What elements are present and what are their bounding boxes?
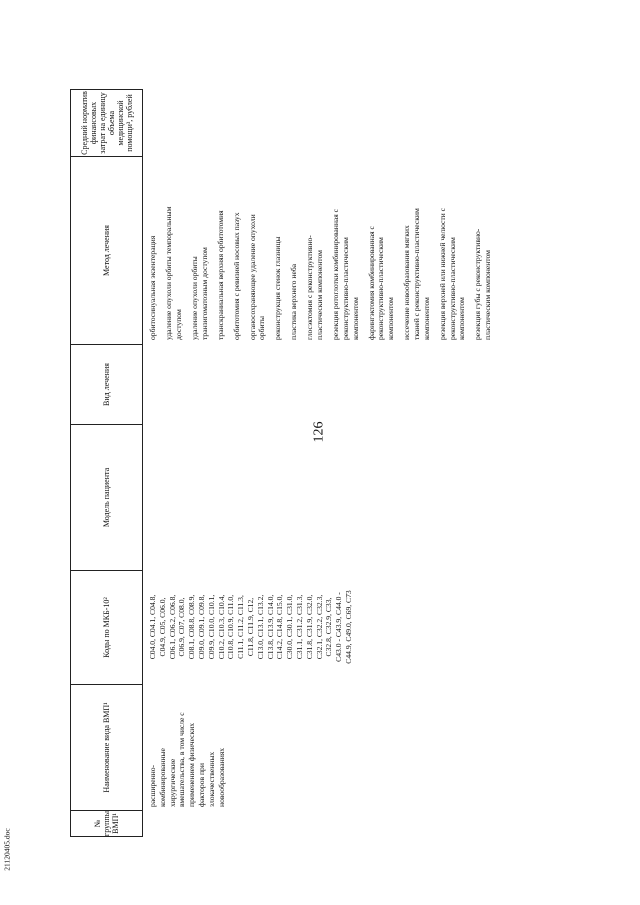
- method-line: пластическим компонентом: [315, 250, 325, 340]
- method-line: тканей с реконструктивно-пластическим: [412, 208, 421, 340]
- header-left-border: [70, 836, 142, 837]
- vmp-name-line: новообразованиях: [216, 747, 226, 807]
- vmp-name-line: факторов при: [196, 763, 206, 807]
- vmp-name-line: комбинированные: [157, 748, 167, 807]
- method-line: компонентом: [386, 297, 396, 340]
- header-cost-line: медицинской: [115, 100, 125, 146]
- method-item: [232, 160, 242, 340]
- header-treatment-type: Вид лечения: [102, 363, 111, 406]
- header-patient-model: Модель пациента: [102, 467, 111, 528]
- method-item: [148, 160, 158, 340]
- file-name: 21120405.doc: [2, 828, 12, 871]
- method-item: [305, 160, 325, 340]
- method-line: орбиты: [257, 316, 267, 340]
- method-line: реконструктивно-пластическим: [340, 237, 350, 340]
- icd-code-line: C11.8, C11.9, C12,: [245, 597, 255, 657]
- header-cost-line: финансовых: [88, 101, 98, 145]
- vmp-name-line: применением физических: [187, 722, 197, 807]
- icd-code-line: C13.8, C13.9, C14.0,: [265, 594, 275, 660]
- header-method: Метод лечения: [102, 225, 111, 276]
- icd-code-line: C08.1, C08.8, C08.9,: [187, 594, 197, 660]
- icd-code-line: C06.1, C06.2, C06.8,: [167, 594, 177, 660]
- header-cost-line: затрат на единицу: [97, 92, 107, 154]
- method-line: органосохраняющее удаление опухоли: [247, 214, 257, 340]
- method-line: фарингэктомия комбинированная с: [366, 226, 376, 340]
- method-item: [331, 160, 360, 340]
- header-group: [71, 811, 142, 836]
- method-line: реконструктивно-пластическим: [376, 237, 386, 340]
- method-line: резекция верхней или нижней челюсти с: [437, 207, 447, 340]
- icd-code-line: C10.2, C10.3, C10.4,: [216, 594, 226, 660]
- page-number: 126: [311, 421, 327, 443]
- method-item: [473, 160, 493, 340]
- icd-code-line: C10.8, C10.9, C11.0,: [226, 594, 236, 660]
- method-line: резекция губы с реконструктивно-: [473, 228, 483, 340]
- icd-code-line: C09.0, C09.1, C09.8,: [196, 594, 206, 660]
- method-line: реконструкция стенок глазницы: [273, 236, 283, 340]
- header-cost-line: объема: [106, 110, 116, 136]
- method-line: реконструктивно-пластическим: [447, 237, 457, 340]
- method-line: компонентом: [421, 297, 431, 340]
- icd-code-line: C04.9, C05, C06.0,: [157, 597, 167, 657]
- method-item: [367, 160, 396, 340]
- methods-cell: [148, 160, 499, 340]
- vmp-name-line: злокачественных: [206, 751, 216, 807]
- method-line: пластика верхнего неба: [289, 263, 299, 340]
- method-item: [216, 160, 226, 340]
- icd-code-line: C44.9, C49.0, C69, C73: [343, 590, 353, 664]
- method-item: [289, 160, 299, 340]
- icd-code-line: C04.0, C04.1, C04.8,: [148, 594, 157, 660]
- header-group-line: группы: [102, 810, 111, 837]
- method-line: орбитосинуальная экзентерация: [148, 235, 157, 340]
- vmp-name-line: хирургические: [167, 758, 177, 807]
- method-line: транскраниальная верхняя орбитотомия: [215, 210, 225, 340]
- icd-code-line: C32.1, C32.2, C32.3,: [314, 594, 324, 660]
- icd-code-line: C06.9, C07, C08.0,: [177, 597, 187, 657]
- icd-code-line: C31.8, C31.9, C32.0,: [304, 594, 314, 660]
- method-item: [190, 160, 210, 340]
- method-line: резекция ротоглотки комбинированная с: [331, 208, 341, 340]
- method-line: орбитотомия с ревизией носовых пазух: [231, 212, 241, 340]
- header-group-line: ВМП¹: [111, 813, 120, 834]
- method-item: [273, 160, 283, 340]
- icd-code-line: C09.9, C10.0, C10.1,: [206, 594, 216, 660]
- method-item: [164, 160, 184, 340]
- header-group-line: №: [93, 819, 102, 828]
- vmp-name-line: вмешательства, в том числе с: [177, 712, 187, 807]
- method-line: доступом: [173, 309, 183, 340]
- icd-code-line: C31.1, C31.2, C31.3,: [294, 594, 304, 660]
- method-line: глосэктомия с реконструктивно-: [305, 235, 315, 340]
- icd-code-line: C43.0 - C43.9, C44.0 -: [334, 592, 344, 662]
- icd-code-line: C14.2, C14.8, C15.0,: [275, 594, 285, 660]
- header-cost: [71, 90, 142, 156]
- icd-code-line: C13.0, C13.1, C13.2,: [255, 594, 265, 660]
- header-vmp-name: Наименование вида ВМП¹: [102, 702, 111, 793]
- method-item: [438, 160, 467, 340]
- rotated-table: [70, 89, 570, 837]
- method-line: компонентом: [350, 297, 360, 340]
- method-line: удаление опухоли орбиты темпоральным: [163, 206, 173, 340]
- method-line: транзигоматозным доступом: [199, 247, 209, 340]
- method-line: компонентом: [457, 297, 467, 340]
- header-cost-line: Средний норматив: [79, 91, 89, 155]
- icd-code-line: C30.0, C30.1, C31.0,: [285, 594, 295, 660]
- header-cost-line: помощи³, рублей: [124, 94, 134, 152]
- method-line: удаление опухоли орбиты: [189, 256, 199, 340]
- vmp-name-line: расширенно-: [148, 764, 157, 807]
- method-line: иссечение новообразования мягких: [402, 225, 412, 340]
- header-bottom-border: [142, 89, 143, 837]
- icd-codes-cell: [148, 573, 354, 681]
- method-item: [402, 160, 431, 340]
- icd-code-line: C32.8, C32.9, C33,: [324, 597, 334, 657]
- header-icd-codes: Коды по МКБ-10²: [102, 597, 111, 658]
- method-line: пластическим компонентом: [483, 250, 493, 340]
- method-item: [248, 160, 268, 340]
- vmp-name-cell: [148, 687, 226, 807]
- icd-code-line: C11.1, C11.2, C11.3,: [236, 595, 246, 659]
